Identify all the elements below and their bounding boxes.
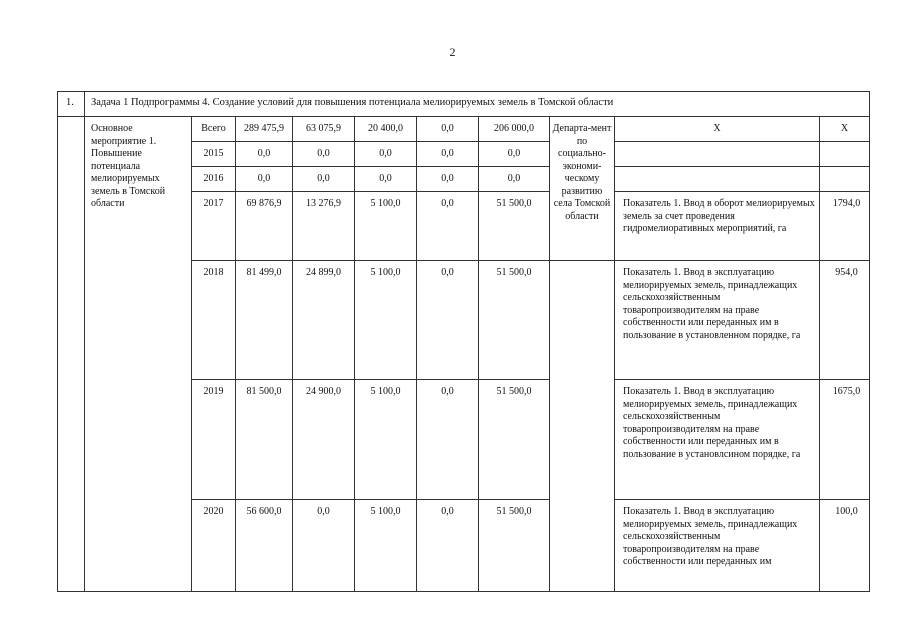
empty-department-cell	[550, 261, 615, 592]
federal-cell: 13 276,9	[293, 192, 355, 261]
indicator-text: Показатель 1. Ввод в эксплуатацию мелиорируемых земель, принадлежащих сельскохозяйственным товаропроизводителям на праве собственности или переданных им	[615, 500, 820, 592]
task-row	[58, 92, 870, 117]
year-cell: 2018	[192, 261, 236, 380]
indicator-text: Показатель 1. Ввод в эксплуатацию мелиорируемых земель, принадлежащих сельскохозяйственным товаропроизводителям на праве собственности или переданных им в пользование в установлсином порядке, га	[615, 380, 820, 500]
regional-cell: 5 100,0	[355, 380, 417, 500]
federal-cell: 63 075,9	[293, 117, 355, 142]
extrabudget-cell: 0,0	[479, 142, 550, 167]
regional-cell: 5 100,0	[355, 192, 417, 261]
extrabudget-cell: 51 500,0	[479, 500, 550, 592]
regional-cell: 5 100,0	[355, 261, 417, 380]
year-cell: 2017	[192, 192, 236, 261]
indicator-text: X	[615, 117, 820, 142]
extrabudget-cell: 206 000,0	[479, 117, 550, 142]
total-cell: 69 876,9	[236, 192, 293, 261]
table-row	[58, 117, 870, 142]
total-cell: 0,0	[236, 142, 293, 167]
indicator-value: 100,0	[820, 500, 870, 592]
year-cell: Всего	[192, 117, 236, 142]
indicator-value: 1794,0	[820, 192, 870, 261]
indicator-text: Показатель 1. Ввод в эксплуатацию мелиорируемых земель, принадлежащих сельскохозяйственным товаропроизводителям на праве собственности или переданных им в пользование в установленном порядке, га	[615, 261, 820, 380]
local-cell: 0,0	[417, 261, 479, 380]
federal-cell: 24 899,0	[293, 261, 355, 380]
local-cell: 0,0	[417, 117, 479, 142]
regional-cell: 5 100,0	[355, 500, 417, 592]
total-cell: 81 500,0	[236, 380, 293, 500]
task-number: 1.	[58, 92, 85, 117]
federal-cell: 0,0	[293, 167, 355, 192]
empty-number-cell	[58, 117, 85, 592]
department-name: Департа-мент по социально-экономи-ческому развитию села Томской области	[550, 117, 615, 261]
federal-cell: 0,0	[293, 500, 355, 592]
local-cell: 0,0	[417, 500, 479, 592]
year-cell: 2015	[192, 142, 236, 167]
activity-name: Основное мероприятие 1. Повышение потенциала мелиорируемых земель в Томской области	[85, 117, 192, 592]
indicator-value: 954,0	[820, 261, 870, 380]
year-cell: 2016	[192, 167, 236, 192]
local-cell: 0,0	[417, 380, 479, 500]
indicator-value	[820, 142, 870, 167]
year-cell: 2019	[192, 380, 236, 500]
extrabudget-cell: 51 500,0	[479, 261, 550, 380]
local-cell: 0,0	[417, 167, 479, 192]
regional-cell: 0,0	[355, 142, 417, 167]
task-title: Задача 1 Подпрограммы 4. Создание условий для повышения потенциала мелиорируемых земель в Томской области	[85, 92, 870, 117]
year-cell: 2020	[192, 500, 236, 592]
program-table	[57, 91, 870, 592]
indicator-text	[615, 142, 820, 167]
local-cell: 0,0	[417, 192, 479, 261]
indicator-text	[615, 167, 820, 192]
extrabudget-cell: 51 500,0	[479, 380, 550, 500]
federal-cell: 24 900,0	[293, 380, 355, 500]
local-cell: 0,0	[417, 142, 479, 167]
extrabudget-cell: 51 500,0	[479, 192, 550, 261]
federal-cell: 0,0	[293, 142, 355, 167]
extrabudget-cell: 0,0	[479, 167, 550, 192]
page-number: 2	[449, 45, 456, 59]
total-cell: 56 600,0	[236, 500, 293, 592]
regional-cell: 20 400,0	[355, 117, 417, 142]
indicator-value	[820, 167, 870, 192]
total-cell: 81 499,0	[236, 261, 293, 380]
total-cell: 0,0	[236, 167, 293, 192]
indicator-value: X	[820, 117, 870, 142]
regional-cell: 0,0	[355, 167, 417, 192]
indicator-text: Показатель 1. Ввод в оборот мелиорируемых земель за счет проведения гидромелиоративных мероприятий, га	[615, 192, 820, 261]
total-cell: 289 475,9	[236, 117, 293, 142]
indicator-value: 1675,0	[820, 380, 870, 500]
